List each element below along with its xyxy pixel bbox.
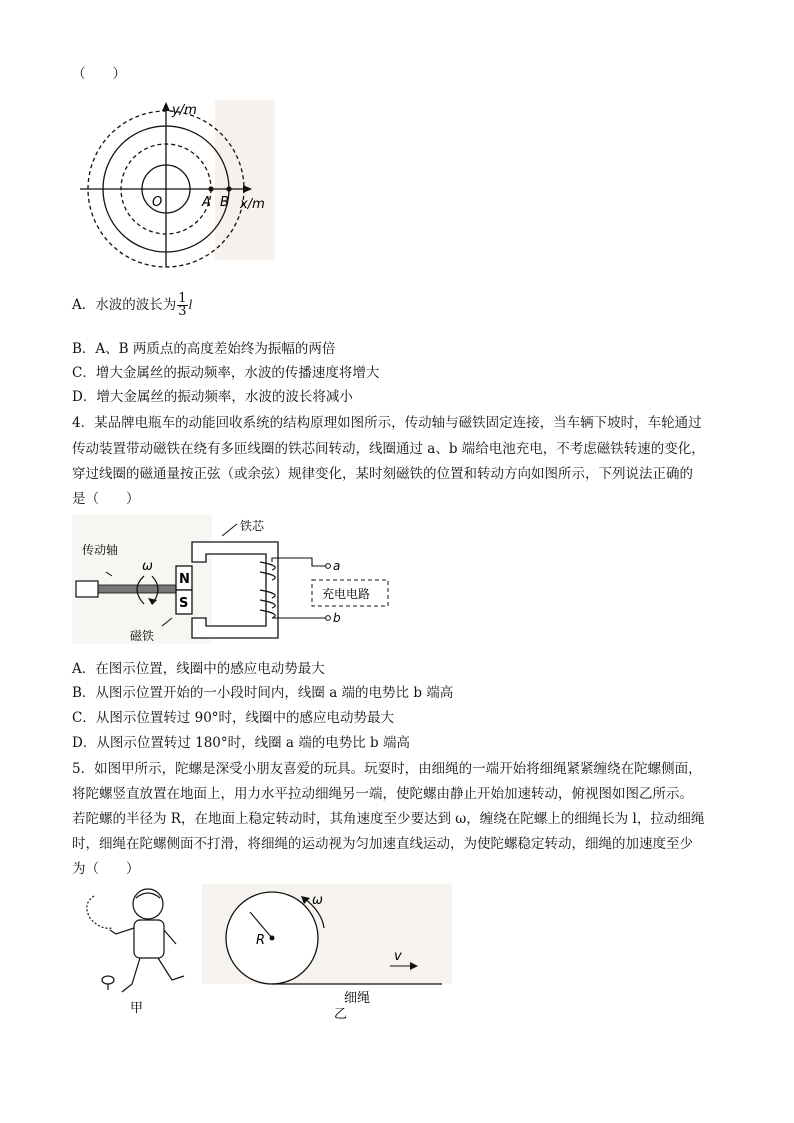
shaft-label: 传动轴	[82, 543, 119, 557]
x-axis-label: x/m	[240, 197, 265, 212]
fraction-denominator: 3	[178, 304, 187, 319]
omega-label: ω	[142, 559, 153, 574]
point-b-dot	[226, 186, 231, 191]
terminal-a-label: a	[333, 559, 341, 573]
y-axis-arrow	[162, 102, 170, 111]
fraction-numerator: 1	[178, 291, 187, 306]
q5-stem-line-2: 将陀螺竖直放置在地面上，用力水平拉动细绳另一端，使陀螺由静止开始加速转动，俯视图如图乙所示。	[72, 786, 693, 802]
terminal-b	[326, 616, 331, 621]
q4-option-b: B．从图示位置开始的一小段时间内，线圈 a 端的电势比 b 端高	[72, 685, 454, 701]
terminal-b-label: b	[333, 611, 341, 625]
top-figure	[72, 884, 452, 1020]
fraction-one-third	[177, 293, 187, 318]
terminal-a	[326, 564, 331, 569]
point-a-label: A	[202, 195, 211, 210]
core-label-leader	[222, 524, 237, 536]
q4-option-d: D．从图示位置转过 180°时，线圈 a 端的电势比 b 端高	[72, 735, 410, 751]
q3-option-d: D．增大金属丝的振动频率，水波的波长将减小	[72, 389, 353, 405]
generator-svg	[72, 514, 402, 656]
q3-option-a	[72, 290, 192, 320]
spinning-top-small	[102, 976, 114, 984]
wire-to-a	[272, 558, 327, 566]
q5-stem-line-1: 5．如图甲所示，陀螺是深受小朋友喜爱的玩具。玩耍时，由细绳的一端开始将细绳紧紧缠绕在陀螺侧面，	[72, 761, 702, 777]
swinging-rope	[87, 896, 112, 928]
q4-stem-line-2: 传动装置带动磁铁在绕有多匝线圈的铁芯间转动，线圈通过 a、b 端给电池充电，不考虑磁铁转速的变化，	[72, 441, 705, 457]
q4-stem-line-1: 4．某品牌电瓶车的动能回收系统的结构原理如图所示，传动轴与磁铁固定连接，当车辆下坡时，车轮通过	[72, 415, 702, 431]
q5-stem-line-4: 时，细绳在陀螺侧面不打滑，将细绳的运动视为匀加速直线运动，为使陀螺稳定转动，细绳的加速度至少	[72, 836, 693, 852]
shaft-end-block	[76, 581, 98, 597]
radius-label: R	[256, 933, 266, 948]
q5-stem-line-5: 为（ ）	[72, 861, 140, 877]
q3-option-c: C．增大金属丝的振动频率，水波的传播速度将增大	[72, 365, 380, 381]
point-a-dot	[208, 186, 213, 191]
child-illustration	[87, 889, 184, 992]
top-figure-svg	[72, 884, 452, 1020]
q4-option-a: A．在图示位置，线圈中的感应电动势最大	[72, 661, 325, 677]
q4-option-c: C．从图示位置转过 90°时，线圈中的感应电动势最大	[72, 710, 395, 726]
point-b-label: B	[220, 195, 229, 210]
child-body	[134, 920, 164, 958]
child-leg-left	[122, 958, 140, 992]
rope-label: 细绳	[344, 991, 371, 1006]
q4-stem-line-3: 穿过线圈的磁通量按正弦（或余弦）规律变化，某时刻磁铁的位置和转动方向如图所示，下列说法正确的	[72, 466, 693, 482]
q3-answer-bracket: （ ）	[72, 66, 126, 82]
magnet-n-label: N	[179, 572, 190, 587]
omega-label-top: ω	[312, 893, 323, 908]
figure-yi-label: 乙	[334, 1007, 348, 1020]
child-leg-right	[158, 958, 184, 980]
velocity-label: v	[394, 949, 402, 964]
q4-stem-line-4: 是（ ）	[72, 491, 140, 507]
bleed-through-background	[215, 100, 275, 260]
origin-label: O	[152, 195, 163, 210]
wavelength-variable: l	[188, 297, 193, 312]
generator-figure	[72, 514, 402, 656]
q5-stem-line-3: 若陀螺的半径为 R，在地面上稳定转动时，其角速度至少要达到 ω，缠绕在陀螺上的细绳长为 l，拉动细绳	[72, 811, 705, 827]
y-axis-label: y/m	[172, 103, 197, 118]
magnet-label: 磁铁	[130, 629, 155, 643]
wave-circles-figure	[80, 92, 280, 272]
wave-circles-svg	[80, 92, 280, 272]
charging-circuit-label: 充电电路	[322, 587, 371, 601]
core-label: 铁芯	[240, 519, 265, 533]
q3-option-a-text: A．水波的波长为	[72, 297, 177, 313]
figure-jia-label: 甲	[130, 1001, 144, 1016]
child-arm-left	[110, 928, 134, 934]
magnet-s-label: S	[179, 596, 189, 611]
child-arm-right	[164, 930, 176, 944]
q3-option-b: B．A、B 两质点的高度差始终为振幅的两倍	[72, 341, 336, 357]
